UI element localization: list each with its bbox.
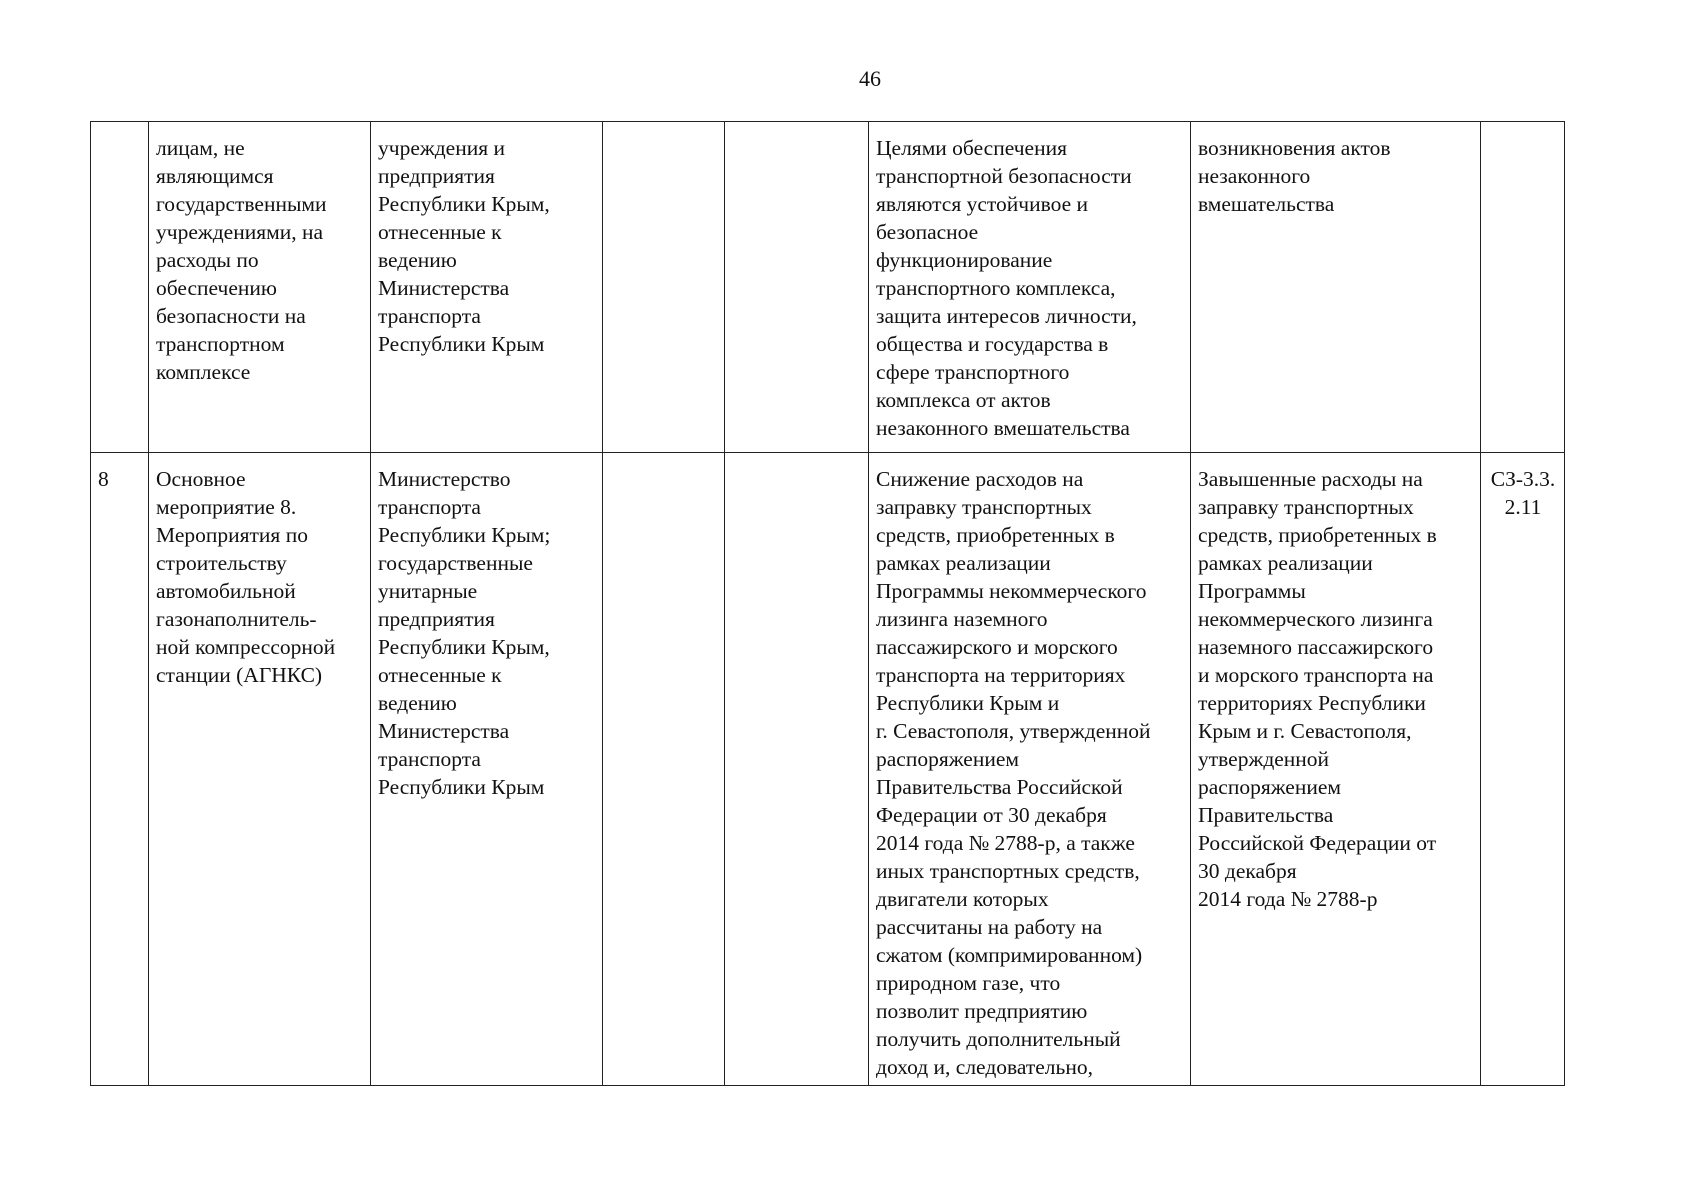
program-measures-table <box>90 121 1565 1086</box>
end-date-cell <box>725 122 869 453</box>
measure-name-cell: лицам, не являющимся государственными учреждениями, на расходы по обеспечению безопасности на транспортном комплексе <box>149 122 371 453</box>
start-date-cell <box>603 122 725 453</box>
measure-name-cell: Основное мероприятие 8. Мероприятия по строительству автомобильной газонаполнитель- ной компрессорной станции (АГНКС) <box>149 453 371 1086</box>
table-row <box>91 122 1565 453</box>
row-number-cell <box>91 122 149 453</box>
expected-result-cell: Снижение расходов на заправку транспортных средств, приобретенных в рамках реализации Программы некоммерческого лизинга наземного пассажирского и морского транспорта на территориях Республики Крым и г. Севастополя, утвержденной распоряжением Правительства Российской Федерации от 30 декабря 2014 года № 2788-р, а также иных транспортных средств, двигатели которых рассчитаны на работу на сжатом (компримированном) природном газе, что позволит предприятию получить дополнительный доход и, следовательно, <box>869 453 1191 1086</box>
indicator-code-cell <box>1481 122 1565 453</box>
page-number: 46 <box>859 66 881 91</box>
executor-cell: Министерство транспорта Республики Крым; государственные унитарные предприятия Республики Крым, отнесенные к ведению Министерства транспорта Республики Крым <box>371 453 603 1086</box>
indicator-code-cell: СЗ-3.3.2.11 <box>1481 453 1565 1086</box>
row-number-cell: 8 <box>91 453 149 1086</box>
consequence-cell: возникновения актов незаконного вмешательства <box>1191 122 1481 453</box>
table-row <box>91 453 1565 1086</box>
consequence-cell: Завышенные расходы на заправку транспортных средств, приобретенных в рамках реализации Программы некоммерческого лизинга наземного пассажирского и морского транспорта на территориях Республики Крым и г. Севастополя, утвержденной распоряжением Правительства Российской Федерации от 30 декабря 2014 года № 2788-р <box>1191 453 1481 1086</box>
executor-cell: учреждения и предприятия Республики Крым, отнесенные к ведению Министерства транспорта Республики Крым <box>371 122 603 453</box>
expected-result-cell: Целями обеспечения транспортной безопасности являются устойчивое и безопасное функционирование транспортного комплекса, защита интересов личности, общества и государства в сфере транспортного комплекса от актов незаконного вмешательства <box>869 122 1191 453</box>
start-date-cell <box>603 453 725 1086</box>
end-date-cell <box>725 453 869 1086</box>
